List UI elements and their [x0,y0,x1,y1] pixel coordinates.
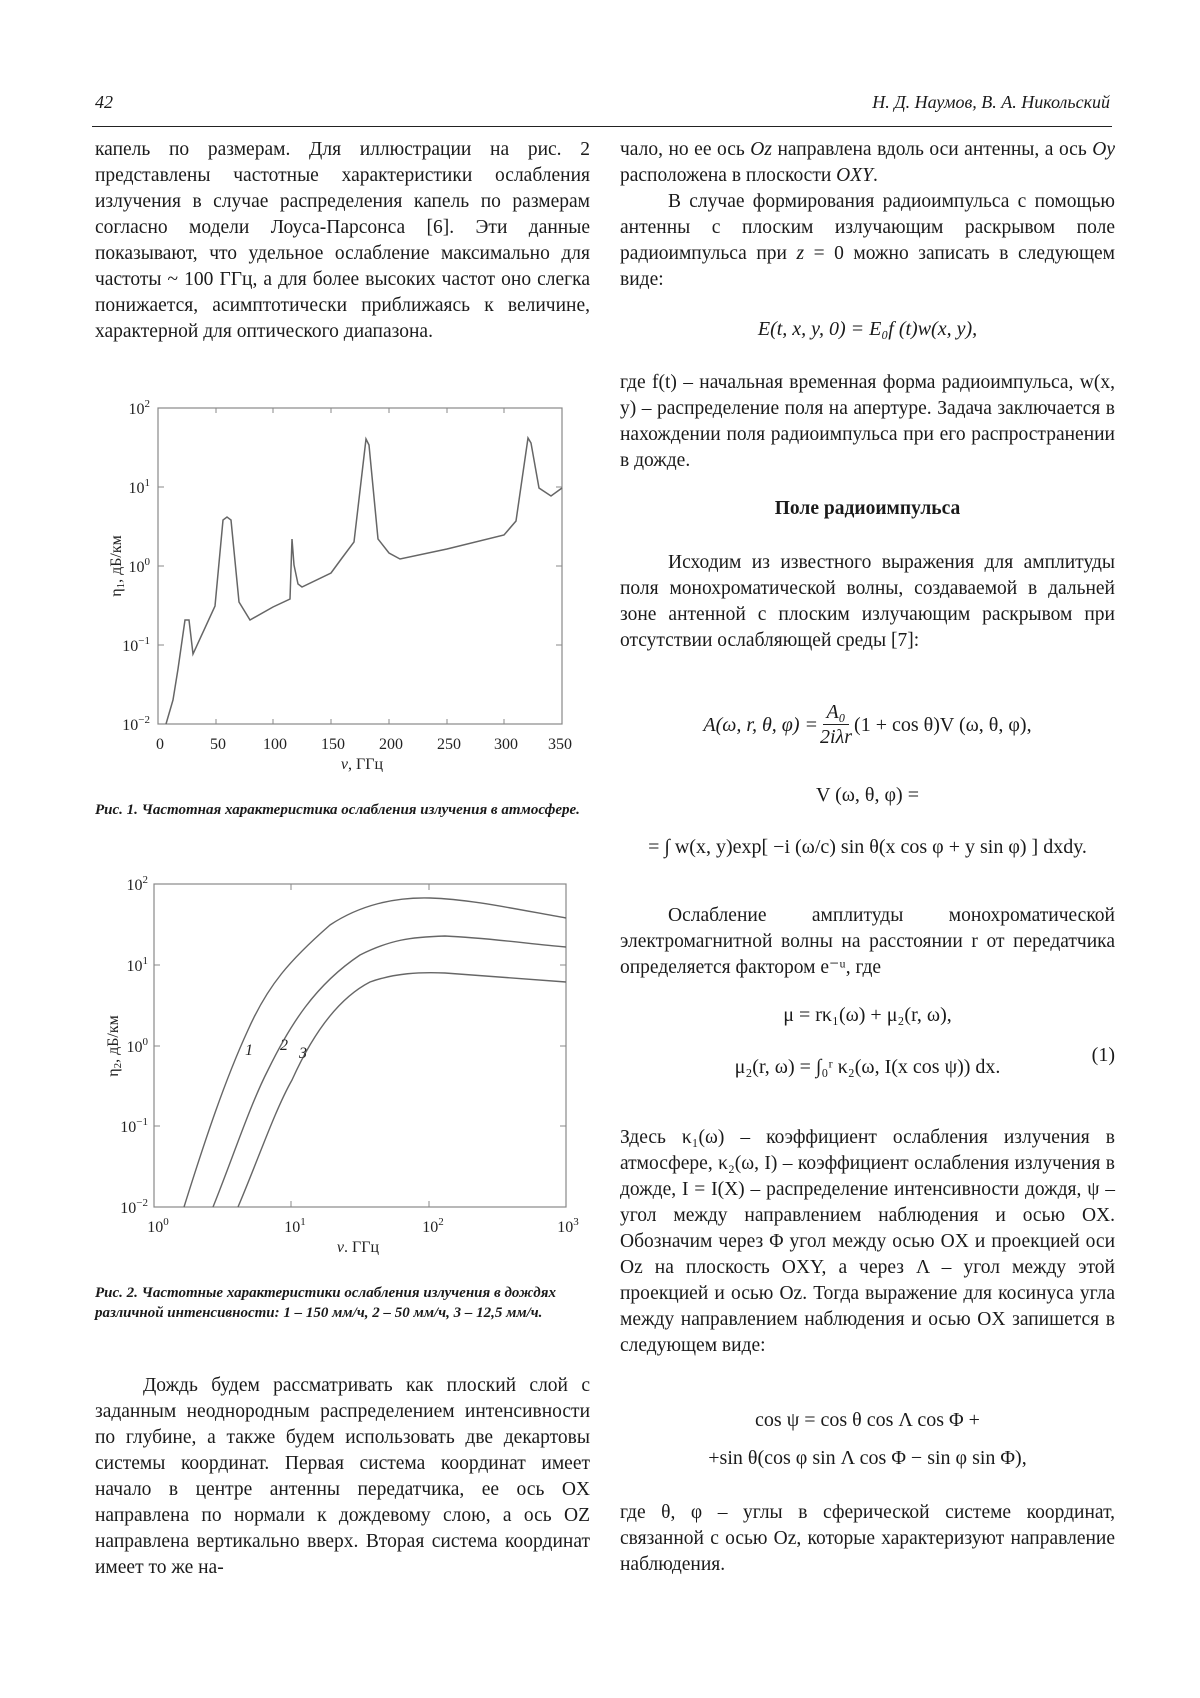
right-para-4: Исходим из известного выражения для амплитуды поля монохроматической волны, создаваемой в дальней зоне антенной с плоским излучающим раскрывом при отсутствии ослабляющей среды [7]: [620,552,1115,651]
svg-text:0: 0 [156,736,164,753]
header-rule [92,126,1112,127]
left-para-2: Дождь будем рассматривать как плоский слой с заданным неоднородным распределением интенсивности по глубине, а также будем использовать две декартовы системы координат. Первая система координат имеет начало в центре антенны передатчика, ее ось OX направлена по нормали к дождевому слою, а ось OZ направлена вертикально вверх. Вторая система координат имеет то же на- [95,1375,590,1578]
right-para-1: чало, но ее ось Oz направлена вдоль оси антенны, а ось Oy расположена в плоскости OXY. В случае формирования радиоимпульса с помощью антенны с плоским излучающим раскрывом поле радиоимпульса при z = 0 можно записать в следующем виде: [620,139,1115,290]
svg-text:10−1: $10^{-1}$ [122,635,150,655]
svg-text:103: $10^3$ [557,1216,579,1236]
svg-text:101: $10^1$ [128,477,150,497]
svg-text:101: $10^1$ [284,1216,306,1236]
svg-text:150: 150 [321,736,345,753]
svg-text:350: 350 [548,736,572,753]
svg-text:102: $10^2$ [128,398,150,418]
svg-text:2: 2 [280,1037,288,1054]
fig1-x-tick-labels [156,736,572,753]
page-number: 42 [95,92,113,112]
right-para-3: где f(t) – начальная временная форма радиоимпульса, w(x, y) – распределение поля на апертуре. Задача заключается в нахождении поля радиоимпульса при его распространении в дожде. [620,372,1115,471]
fig2-x-axis-label: v. ГГц [336,1239,380,1256]
svg-text:100: $10^0$ [126,1036,148,1056]
fig2-x-tick-labels [147,1216,579,1236]
fraction: A₀ 2iλr [820,701,853,748]
fig1-x-axis-label: v, ГГц [340,756,384,773]
fig2-curve-labels [245,1037,307,1062]
section-heading: Поле радиоимпульса [774,498,961,519]
fig2-ticks [154,884,566,1207]
svg-text:50: 50 [210,736,226,753]
equation-cos-line1: cos ψ = cos θ cos Λ cos Φ + [755,1409,980,1431]
equation-cos-line2: +sin θ(cos φ sin Λ cos Φ − sin φ sin Φ), [708,1447,1027,1469]
fig2-curve-3 [238,973,566,1207]
svg-text:102: $10^2$ [422,1216,444,1236]
figure-1-chart [90,395,600,775]
svg-text:1: 1 [245,1042,253,1059]
right-para-6: Здесь κ₁(ω) – коэффициент ослабления излучения в атмосфере, κ₂(ω, I) – коэффициент ослабления излучения в дожде, I = I(X) – распределение интенсивности дождя, ψ – угол между направлением наблюдения и осью OX. Обозначим через Φ угол между осью OX и проекцией оси Oz на плоскость OXY, а через Λ – угол между этой проекцией и осью Oz. Тогда выражение для косинуса угла между направлением наблюдения и осью OX запишется в следующем виде: [620,1127,1115,1356]
fig2-y-tick-labels [120,874,148,1217]
svg-text:100: 100 [263,736,287,753]
left-para-1: капель по размерам. Для иллюстрации на рис. 2 представлены частотные характеристики ослабления излучения в случае распределения капель по размерам согласно модели Лоуса-Парсонса [6]. Эти данные показывают, что удельное ослабление максимально для частоты ~ 100 ГГц, а для более высоких частот оно слегка понижается, асимптотически приближаясь к величине, характерной для оптического диапазона. [95,139,590,342]
fig1-y-tick-labels [122,398,150,734]
figure-2-chart [90,870,600,1265]
equation-E: E(t, x, y, 0) = E₀f (t)w(x, y), [757,318,978,340]
svg-text:100: $10^0$ [128,556,150,576]
figure-2-caption: Рис. 2. Частотные характеристики ослабления излучения в дождях различной интенсивности: 1 – 150 мм/ч, 2 – 50 мм/ч, 3 – 12,5 мм/ч. [95,1285,556,1321]
right-para-5: Ослабление амплитуды монохроматической электромагнитной волны на расстоянии r от передатчика определяется фактором e⁻ᵘ, где [620,905,1115,978]
fig2-frame [154,884,566,1207]
svg-text:102: $10^2$ [126,874,148,894]
svg-text:3: 3 [299,1045,307,1062]
equation-V-line1: V (ω, θ, φ) = [816,784,919,806]
svg-text:100: $10^0$ [147,1216,169,1236]
fig1-y-axis-label: η1, дБ/км [108,535,127,597]
svg-text:300: 300 [494,736,518,753]
equation-mu-line2: μ₂(r, ω) = ∫₀ʳ κ₂(ω, I(x cos ψ)) dx. (1) [620,1052,1115,1082]
equation-A: A(ω, r, θ, φ) = A₀ 2iλr (1 + cos θ)V (ω, θ, φ), [703,701,1032,748]
equation-mu-line1: μ = rκ₁(ω) + μ₂(r, ω), [783,1004,952,1026]
equation-V-line2: = ∫ w(x, y)exp[ −i (ω/c) sin θ(x cos φ + y sin φ) ] dxdy. [648,836,1087,858]
svg-text:250: 250 [437,736,461,753]
fig2-y-axis-label: η2, дБ/км [105,1015,124,1077]
fig1-curve [166,438,562,724]
right-para-7: где θ, φ – углы в сферической системе координат, связанной с осью Oz, которые характеризуют направление наблюдения. [620,1502,1115,1575]
svg-text:10−2: $10^{-2}$ [122,714,150,734]
svg-text:10−2: $10^{-2}$ [120,1197,148,1217]
svg-text:200: 200 [379,736,403,753]
equation-number: (1) [1091,1044,1115,1066]
running-header-authors: Н. Д. Наумов, В. А. Никольский [872,92,1110,112]
fig2-curve-1 [184,898,566,1207]
svg-text:10−1: $10^{-1}$ [120,1116,148,1136]
svg-text:101: $10^1$ [126,955,148,975]
figure-1-caption: Рис. 1. Частотная характеристика ослабления излучения в атмосфере. [95,802,580,818]
